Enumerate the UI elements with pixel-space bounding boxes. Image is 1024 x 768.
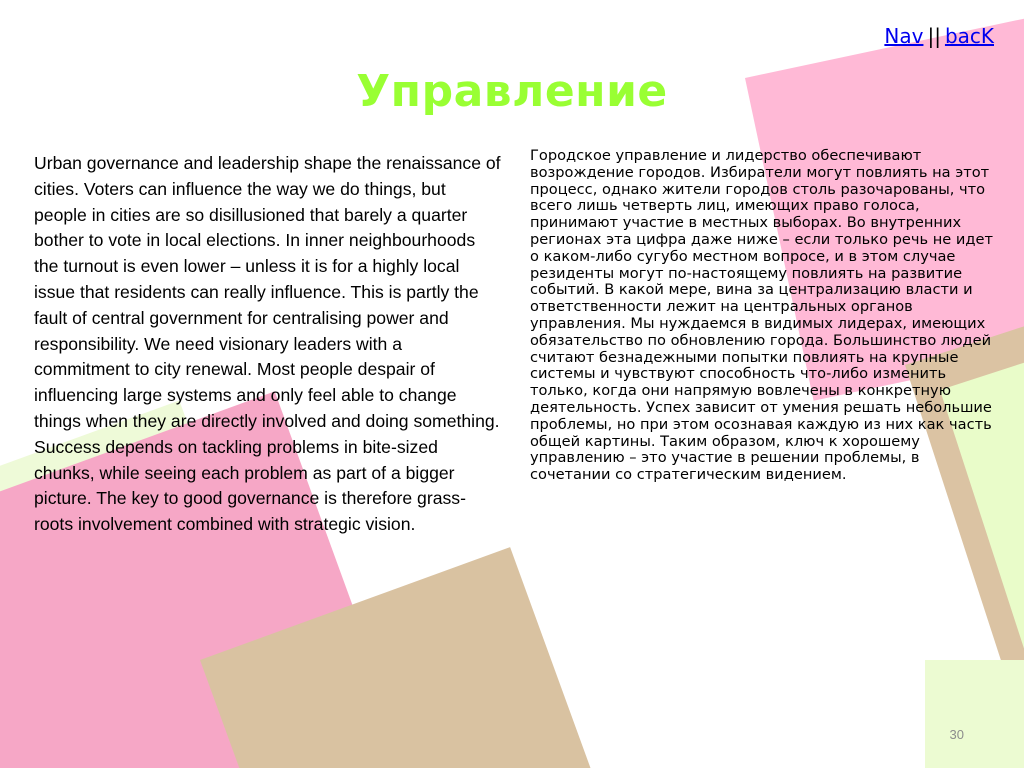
nav-separator: || (927, 24, 941, 48)
back-link[interactable]: bacK (944, 24, 994, 48)
navigation-bar (884, 24, 994, 48)
decorative-green-square (925, 660, 1024, 768)
russian-text-column: Городское управление и лидерство обеспечивают возрождение городов. Избиратели могут повлиять на этот процесс, однако жители городов столь разочарованы, что всего лишь четверть лиц, имеющих право голоса, принимают участие в местных выборах. Во внутренних регионах эта цифра даже ниже – если только речь не идет о каком-либо сугубо местном вопросе, и в этом случае резиденты могут по-настоящему повлиять на развитие событий. В какой мере, вина за централизацию власти и ответственности лежит на центральных органов управления. Мы нуждаемся в видимых лидерах, имеющих обязательство по обновлению города. Большинство людей считают безнадежными попытки повлиять на крупные системы и чувствуют способность что-либо изменить только, когда они напрямую вовлечены в конкретную деятельность. Успех зависит от умения решать небольшие проблемы, но при этом осознавая каждую из них как часть общей картины. Таким образом, ключ к хорошему управлению – это участие в решении проблемы, в сочетании со стратегическим видением. (530, 147, 993, 484)
page-number: 30 (949, 727, 964, 742)
nav-link[interactable]: Nav (884, 24, 924, 48)
english-text-column: Urban governance and leadership shape the renaissance of cities. Voters can influence the way we do things, but people in cities are so disillusioned that barely a quarter bother to vote in local elections. In inner neighbourhoods the turnout is even lower – unless it is for a highly local issue that residents can really influence. This is partly the fault of central government for centralising power and responsibility. We need visionary leaders with a commitment to city renewal. Most people despair of influencing large systems and only feel able to change things when they are directly involved and doing something. Success depends on tackling problems in bite-sized chunks, while seeing each problem as part of a bigger picture. The key to good governance is therefore grass-roots involvement combined with strategic vision. (34, 153, 501, 535)
slide-title: Управление (356, 66, 668, 117)
